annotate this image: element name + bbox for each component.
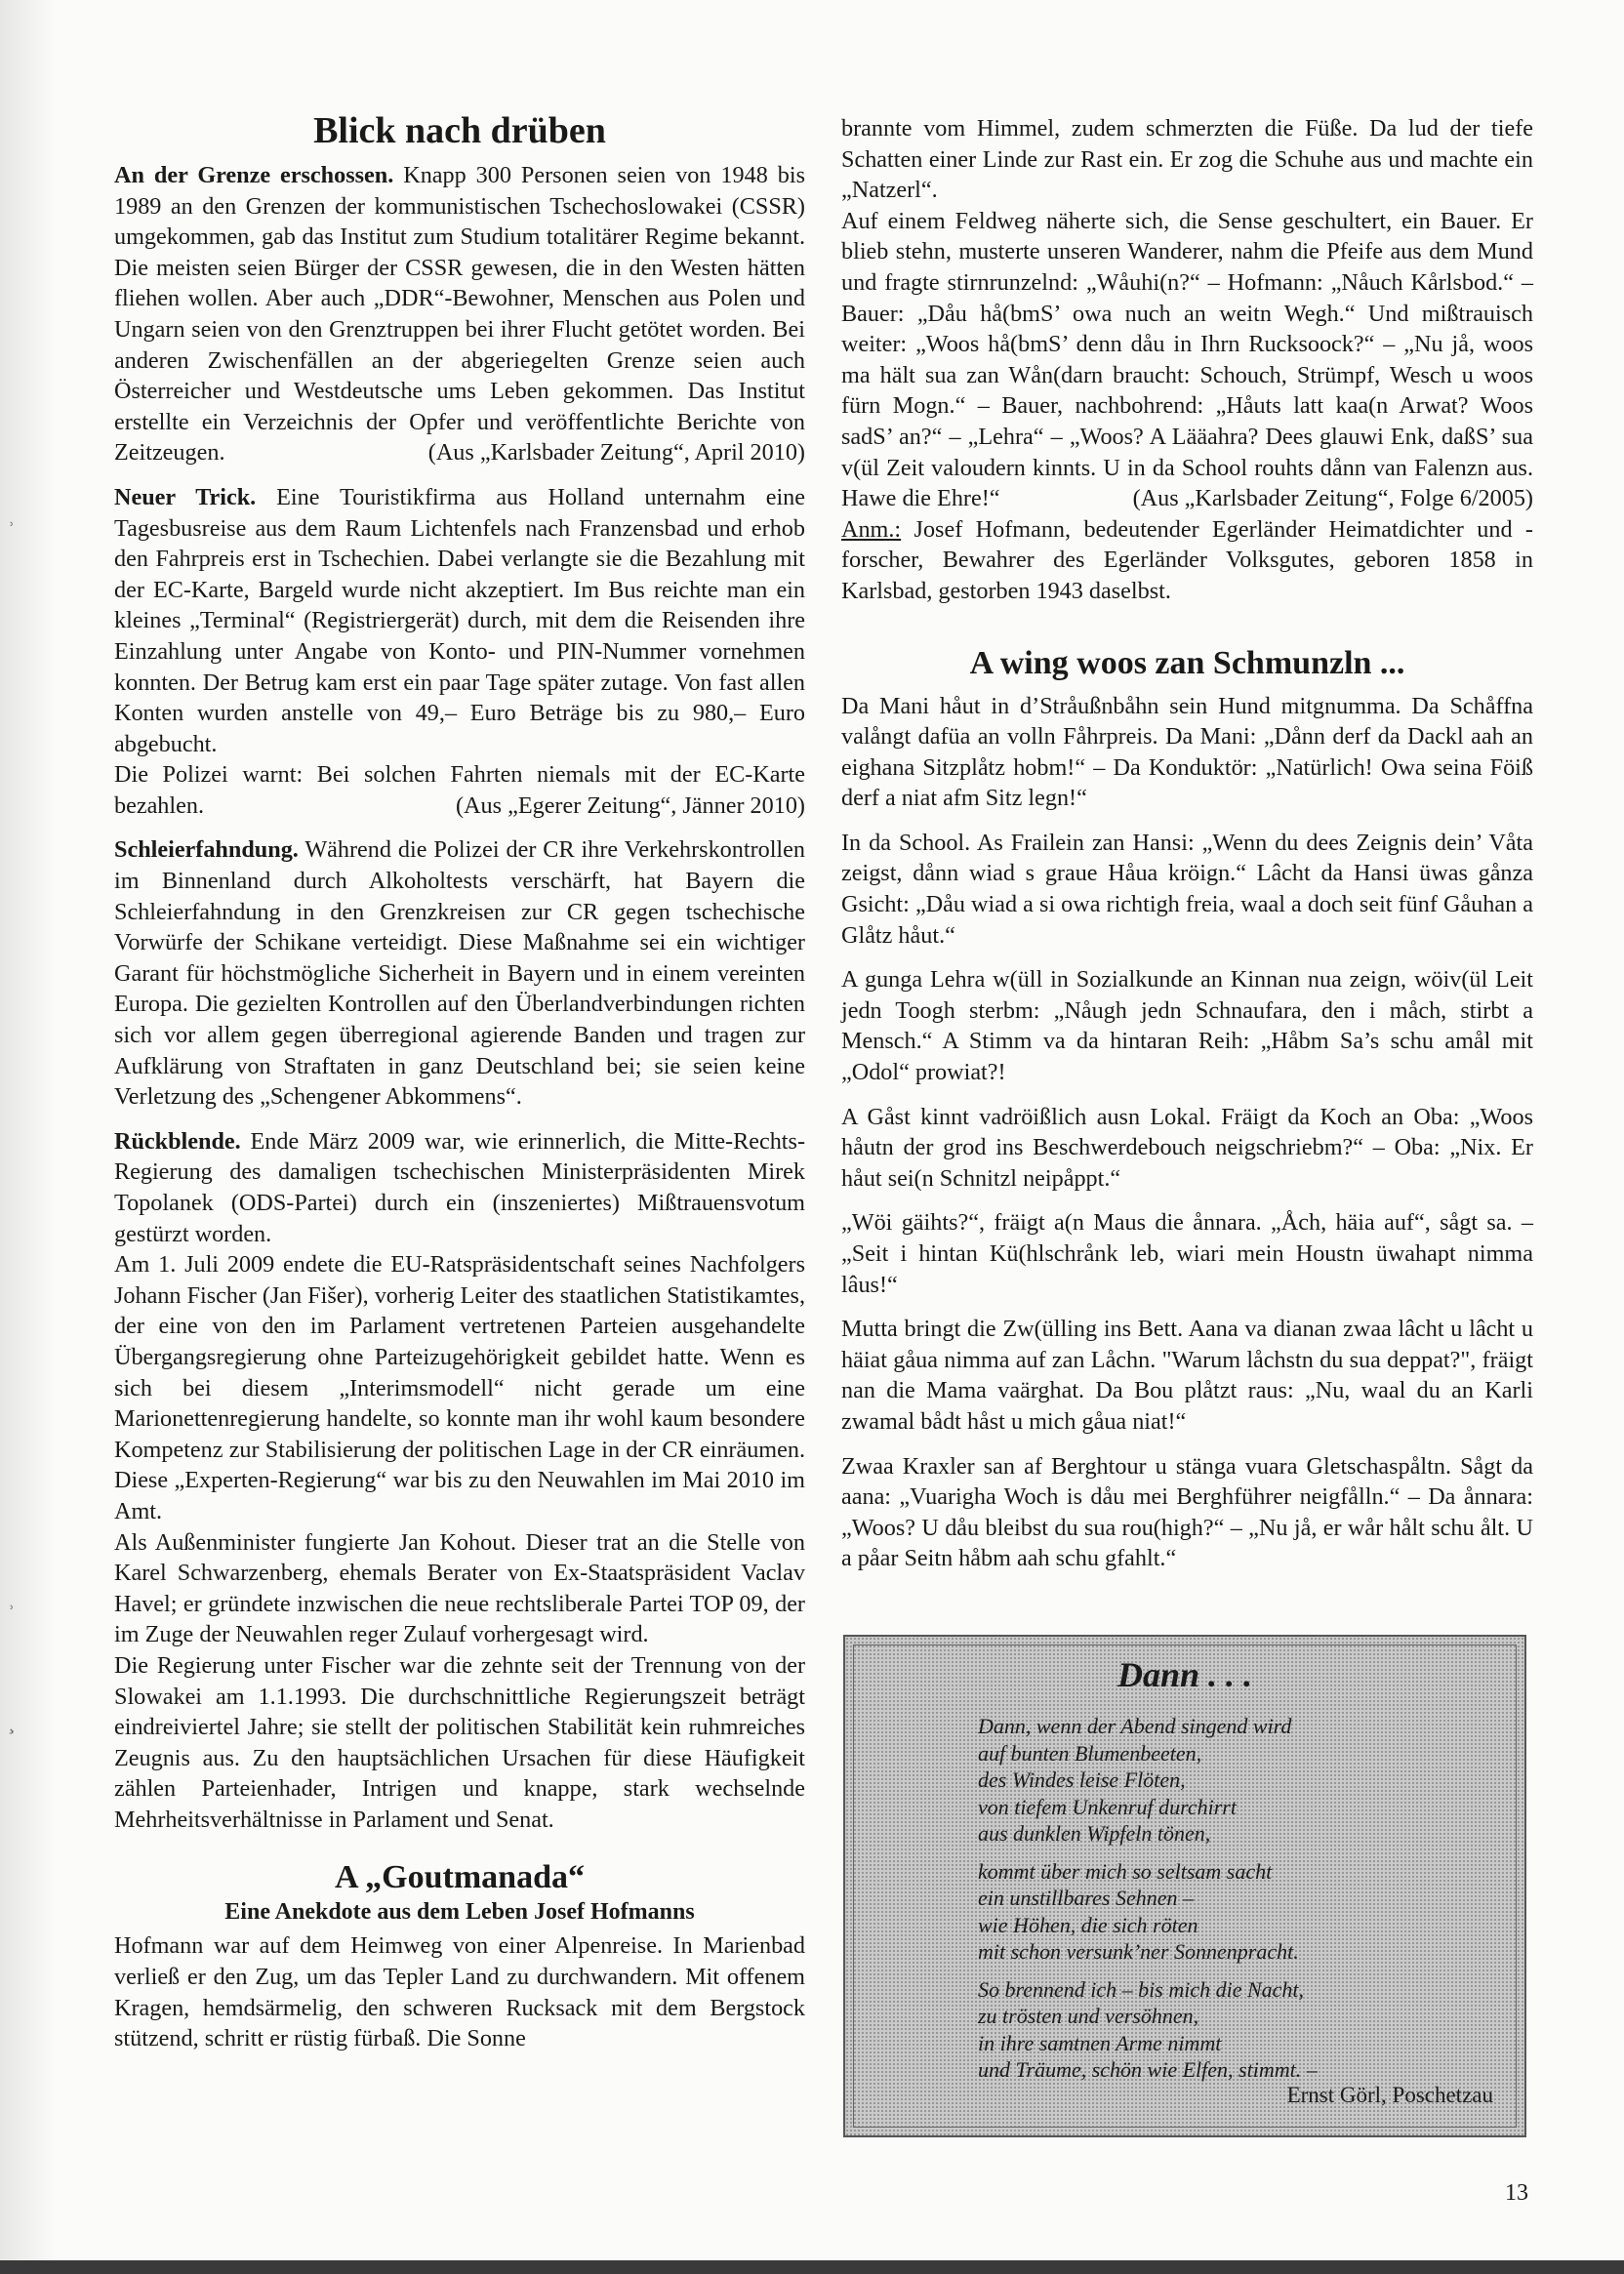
binding-mark: ˒ [8,508,16,532]
note-label: Anm.: [841,515,902,543]
anecdote-paragraph: In da School. As Frailein zan Hansi: „Wenn du dees Zeignis dein’ Våta zeigst, dånn wiad s graue Håua kröign.“ Lâcht da Hansi üwas gånza Gsicht: „Dåu wiad a si owa richtigh freia, waal a doch seit fünf Gåuhan a Glåtz håut.“ [841,829,1533,949]
poem-line: kommt über mich so seltsam sacht [978,1858,1273,1884]
anecdote-paragraph: Mutta bringt die Zw(ülling ins Bett. Aana va dianan zwaa lâcht u lâcht u häiat gåua nimma auf zan Låchn. "Warum låchstn du sua deppat?", fräigt nan die Mama vaärghat. Da Bou plåtzt raus: „Nu, waal du an Karli zwamal bådt håst u mich gåua niat!“ [841,1316,1533,1435]
article-paragraph: Rückblende. Ende März 2009 war, wie erinnerlich, die Mitte-Rechts-Regierung des damaligen tschechischen Ministerpräsidenten Mirek Topolanek (ODS-Partei) durch ein (inszeniertes) Mißtrauensvotum gestürzt worden. [114,1127,805,1247]
poem-line: So brennend ich – bis mich die Nacht, [978,1976,1305,2002]
paragraph-lead: Rückblende. [114,1127,241,1155]
anecdote-paragraph: „Wöi gäihts?“, fräigt a(n Maus die ånnara. „Åch, häia auf“, sågt sa. – „Seit i hintan Kü(hlschrånk leb, wiari mein Houstn üwahapt nimma lâus!“ [841,1209,1533,1298]
source-citation: (Aus „Egerer Zeitung“, Jänner 2010) [456,792,805,819]
left-column [114,0,805,2054]
article-paragraph: Die Regierung unter Fischer war die zehnte seit der Trennung von der Slowakei am 1.1.1993. Die durchschnittliche Regierungszeit beträgt eindreiviertel Jahre; sie stellt der politischen Stabilität kein ruhmreiches Zeugnis aus. Zu den hauptsächlichen Ursachen für diese Häufigkeit zählen Parteienhader, Intrigen und knappe, stark wechselnde Mehrheitsverhältnisse in Parlament und Senat. [114,1651,805,1833]
source-citation: (Aus „Karlsbader Zeitung“, Folge 6/2005) [1132,485,1533,512]
anecdote-paragraph: A Gåst kinnt vadröißlich ausn Lokal. Fräigt da Koch an Oba: „Woos håutn der grod ins Beschwerdebouch neigschriebm?“ – Oba: „Nix. Er håut sei(n Schnitzl neipåppt.“ [841,1103,1533,1192]
scan-bottom-edge [0,2260,1624,2274]
poem-line: ein unstillbares Sehnen – [978,1886,1194,1910]
poem-line: von tiefem Unkenruf durchirrt [978,1794,1237,1819]
poem-text [978,1713,1485,2084]
article-paragraph: An der Grenze erschossen. Knapp 300 Personen seien von 1948 bis 1989 an den Grenzen der kommunistischen Tschechoslowakei (CSSR) umgekommen, gab das Institut zum Studium totalitärer Regime bekannt. Die meisten seien Bürger der CSSR gewesen, die in den Westen hätten fliehen wollen. Aber auch „DDR“-Bewohner, Menschen aus Polen und Ungarn seien von den Grenztruppen bei ihrer Flucht getötet worden. Bei anderen Zwischenfällen an der abgeriegelten Grenze seien auch Österreicher und Westdeutsche ums Leben gekommen. Das Institut erstellte ein Verzeichnis der Opfer und veröffentlichte Berichte von Zeitzeugen. (Aus „Karlsbader Zeitung“, April 2010) [114,160,805,468]
article-paragraph: Auf einem Feldweg näherte sich, die Sense geschultert, ein Bauer. Er blieb stehn, musterte unseren Wanderer, nahm die Pfeife aus dem Mund und fragte stirnrunzelnd: „Wåuhi(n?“ – Hofmann: „Nåuch Kårlsbod.“ – Bauer: „Dåu hå(bmS’ owa nuch an weitn Wegh.“ Und mißtrauisch weiter: „Woos hå(bmS’ denn dåu in Ihrn Rucksoock?“ – „Nu jå, woos ma hält sua zan Wån(darn braucht: Schouch, Strümpf, Wesch u woos fürn Mogn.“ – Bauer, nachbohrend: „Håuts latt kaa(n Arwat? Woos sadS’ an?“ – „Lehra“ – „Woos? A Lääahra? Dees glauwi Enk, daßS’ sua v(ül Zeit valoudern kinnts. U in da School rouhts dånn van Falenzn aus. Hawe die Ehre!“ (Aus „Karlsbader Zeitung“, Folge 6/2005) [841,206,1533,514]
right-column [841,0,1533,1574]
anecdote-paragraph: Da Mani håut in d’Stråußnbåhn sein Hund mitgnumma. Da Schåffna valångt dafüa an volln Fåhrpreis. Da Mani: „Dånn derf da Dackl aah an eighana Sitzplåtz hobm!“ – Da Konduktör: „Natürlich! Owa seina Föiß derf a niat afm Sitz legn!“ [841,692,1533,812]
anecdote-paragraph: Zwaa Kraxler san af Berghtour u stänga vuara Gletschaspåltn. Sågt da aana: „Vuarigha Woch is dåu mei Berghführer neigfålln.“ – Da ånnara: „Woos? U dåu bleibst du sua rou(high?“ – „Nu jå, er wår hålt schu ålt. U a påar Seitn håbm aah schu gfahlt.“ [841,1452,1533,1572]
paragraph-lead: Neuer Trick. [114,483,257,510]
poem-box [843,1635,1526,2137]
article-paragraph: Neuer Trick. Eine Touristikfirma aus Holland unternahm eine Tagesbusreise aus dem Raum Lichtenfels nach Franzensbad und erhob den Fahrpreis erst in Tschechien. Dabei verlangte sie die Bezahlung mit der EC-Karte, Bargeld wurde nicht akzeptiert. Im Bus reichte man ein kleines „Terminal“ (Registriergerät) durch, mit dem die Reisenden ihre Einzahlung unter Angabe von Konto- und PIN-Nummer vornehmen konnten. Der Betrug kam erst ein paar Tage später zutage. Von fast allen Konten wurden anstelle von 49,– Euro Beträge bis zu 980,– Euro abgebucht. [114,483,805,757]
article-title-schmunzln: A wing woos zan Schmunzln ... [969,644,1405,681]
poem-line: aus dunklen Wipfeln tönen, [978,1821,1211,1846]
poem-line: wie Höhen, die sich röten [978,1912,1198,1937]
poem-line: mit schon versunk’ner Sonnenpracht. [978,1939,1299,1964]
poem-title: Dann . . . [1116,1655,1253,1694]
anecdote-paragraph: A gunga Lehra w(üll in Sozialkunde an Kinnan nua zeign, wöiv(ül Leit jedn Toogh sterbm: „Nåugh jedn Schnaufara, den i måch, stirbt a Mensch.“ A Stimm va da hintaran Reih: „Håbm Sa’s schu amål mit „Odol“ prowiat?! [841,966,1533,1086]
binding-mark: ˒ [8,1591,16,1615]
article-subtitle: Eine Anekdote aus dem Leben Josef Hofmanns [224,1899,695,1926]
article-paragraph: Hofmann war auf dem Heimweg von einer Alpenreise. In Marienbad verließ er den Zug, um das Tepler Land zu durchwandern. Mit offenem Kragen, hemdsärmelig, den schweren Rucksack mit dem Bergstock stützend, schritt er rüstig fürbaß. Die Sonne [114,1932,805,2052]
poem-line: auf bunten Blumenbeeten, [978,1740,1202,1766]
article-note: Anm.: Josef Hofmann, bedeutender Egerländer Heimatdichter und -forscher, Bewahrer des Egerländer Volksgutes, geboren 1858 in Karlsbad, gestorben 1943 daselbst. [841,515,1533,604]
article-paragraph: Am 1. Juli 2009 endete die EU-Ratspräsidentschaft seines Nachfolgers Johann Fischer (Jan Fišer), vorherig Leiter des staatlichen Statistikamtes, der eine von den im Parlament vertretenen Parteien ausgehandelte Übergangsregierung ohne Parteizugehörigkeit gebildet hatte. Wenn es sich bei diesem „Interimsmodell“ nicht gerade um eine Marionettenregierung handelte, so konnte man ihr wohl kaum besondere Kompetenz zur Stabilisierung der politischen Lage in der CR einräumen. Diese „Experten-Regierung“ war bis zu den Neuwahlen im Mai 2010 im Amt. [114,1251,805,1524]
poem-line: des Windes leise Flöten, [978,1767,1186,1792]
poem-author: Ernst Görl, Poschetzau [1286,2083,1493,2107]
article-title-blick: Blick nach drüben [313,110,606,151]
article-paragraph: brannte vom Himmel, zudem schmerzten die Füße. Da lud der tiefe Schatten einer Linde zur Rast ein. Er zog die Schuhe aus und machte ein „Natzerl“. [841,115,1533,204]
paragraph-lead: An der Grenze erschossen. [114,162,394,188]
article-paragraph: Als Außenminister fungierte Jan Kohout. Dieser trat an die Stelle von Karel Schwarzenberg, ehemals Berater von Ex-Staatspräsident Vaclav Havel; er gründete inzwischen die neue rechtsliberale Partei TOP 09, der im Zuge der Neuwahlen reger Zulauf vorhergesagt wird. [114,1528,805,1648]
poem-line: in ihre samtnen Arme nimmt [978,2030,1222,2055]
article-title-goutmanada: A „Goutmanada“ [335,1859,585,1896]
source-citation: (Aus „Karlsbader Zeitung“, April 2010) [427,439,805,467]
page-edge-shadow [0,0,57,2274]
page-number: 13 [1505,2180,1528,2206]
article-paragraph: Schleierfahndung. Während die Polizei der CR ihre Verkehrskontrollen im Binnenland durch Alkoholtests verschärft, hat Bayern die Schleierfahndung in den Grenzkreisen zur CR gegen tschechische Vorwürfe der Schikane verteidigt. Diese Maßnahme sei ein wichtiger Garant für höchstmögliche Sicherheit in Bayern und in einem vereinten Europa. Die gezielten Kontrollen auf den Überlandverbindungen richten sich vor allem gegen überregional agierende Banden und tragen zur Aufklärung von Straftaten in ganz Deutschland bei; sie seien keine Verletzung des „Schengener Abkommens“. [114,836,805,1111]
article-paragraph: Die Polizei warnt: Bei solchen Fahrten niemals mit der EC-Karte bezahlen. (Aus „Egerer Zeitung“, Jänner 2010) [114,759,805,821]
poem-line: Dann, wenn der Abend singend wird [978,1714,1292,1738]
poem-line: zu trösten und versöhnen, [978,2004,1199,2028]
paragraph-lead: Schleierfahndung. [114,836,299,864]
binding-mark: ¸ [8,1710,16,1734]
poem-line: und Träume, schön wie Elfen, stimmt. – [978,2057,1318,2082]
